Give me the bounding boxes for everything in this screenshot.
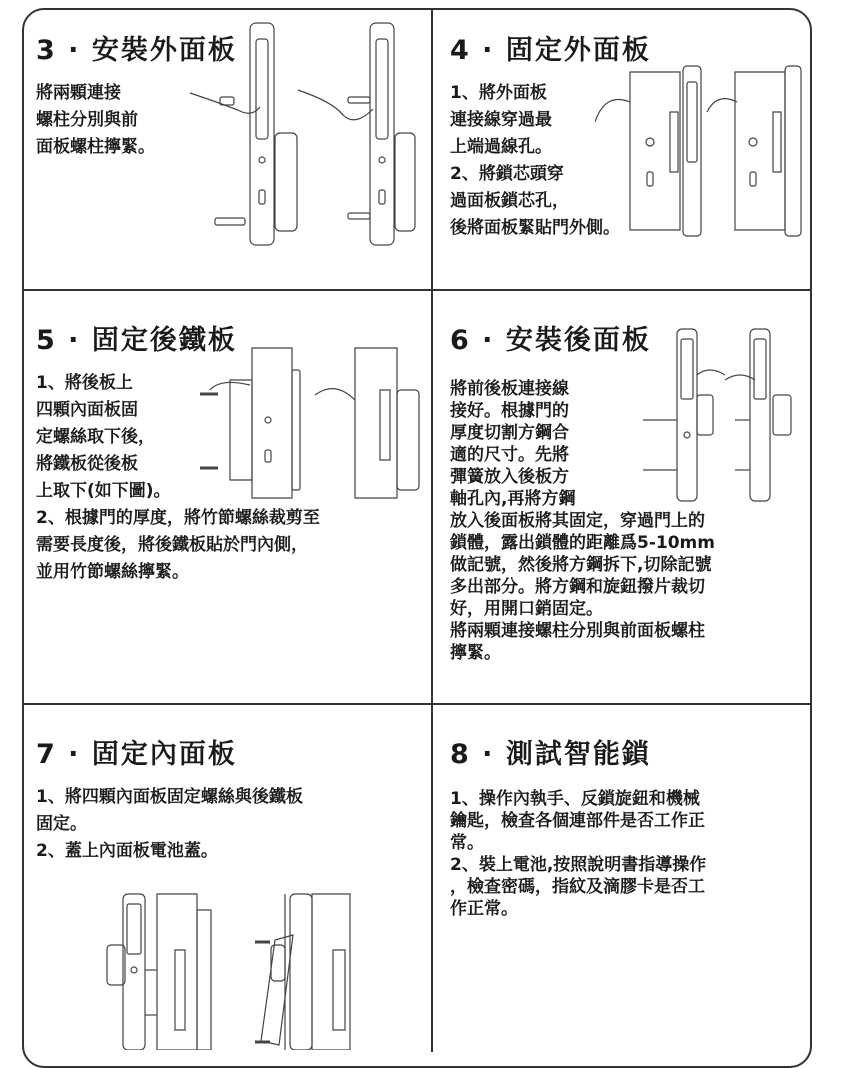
text-line: 鑰匙，檢查各個連部件是否工作正: [450, 811, 705, 831]
text-line: 將前後板連接線: [450, 379, 569, 399]
section-3-text: [36, 80, 155, 161]
text-line: 做記號，然後將方鋼拆下,切除記號: [450, 555, 712, 575]
row-divider-2: [22, 703, 812, 705]
text-line: 定螺絲取下後，: [36, 427, 155, 447]
rear-panel-install-illustration: [635, 325, 805, 510]
text-line: 螺柱分別與前: [36, 110, 138, 130]
section-7-text: [36, 784, 303, 865]
text-line: 2、將鎖芯頭穿: [450, 164, 564, 184]
text-line: 多出部分。將方鋼和旋鈕撥片裁切: [450, 577, 705, 597]
text-line: 將兩顆連接: [36, 83, 121, 103]
text-line: 連接線穿過最: [450, 110, 552, 130]
text-line: 需要長度後，將後鐵板貼於門內側，: [36, 535, 308, 555]
section-4-title: 4 · 固定外面板: [450, 35, 651, 66]
text-line: 固定。: [36, 814, 87, 834]
text-line: 擰緊。: [450, 643, 501, 663]
row-divider-1: [22, 289, 812, 291]
text-line: 常。: [450, 833, 484, 853]
text-line: 2、蓋上內面板電池蓋。: [36, 841, 218, 861]
text-line: 好，用開口銷固定。: [450, 599, 603, 619]
section-3-title: 3 · 安裝外面板: [36, 35, 237, 66]
text-line: 作正常。: [450, 899, 518, 919]
section-7-title: 7 · 固定內面板: [36, 739, 237, 770]
text-line: 厚度切割方鋼合: [450, 423, 569, 443]
text-line: 適的尺寸。先將: [450, 445, 569, 465]
inner-panel-fix-illustration: [95, 890, 360, 1050]
text-line: ，檢查密碼，指紋及滴膠卡是否工: [450, 877, 705, 897]
text-line: 1、操作內執手、反鎖旋鈕和機械: [450, 789, 700, 809]
outer-panel-install-illustration: [180, 15, 420, 250]
text-line: 將兩顆連接螺柱分別與前面板螺柱: [450, 621, 705, 641]
text-line: 上端過線孔。: [450, 137, 552, 157]
text-line: 上取下(如下圖)。: [36, 481, 171, 501]
text-line: 後將面板緊貼門外側。: [450, 218, 620, 238]
section-8-text: [450, 788, 706, 920]
text-line: 過面板鎖芯孔，: [450, 191, 569, 211]
section-6-title: 6 · 安裝後面板: [450, 325, 651, 356]
text-line: 彈簧放入後板方: [450, 467, 569, 487]
text-line: 2、根據門的厚度，將竹節螺絲裁剪至: [36, 508, 320, 528]
text-line: 2、裝上電池,按照說明書指導操作: [450, 855, 707, 875]
rear-iron-plate-illustration: [200, 340, 425, 510]
text-line: 1、將後板上: [36, 373, 133, 393]
outer-panel-fix-illustration: [595, 62, 805, 237]
section-5-title: 5 · 固定後鐵板: [36, 325, 237, 356]
text-line: 鎖體，露出鎖體的距離爲5-10mm: [450, 533, 715, 553]
text-line: 四顆內面板固: [36, 400, 138, 420]
section-8-title: 8 · 測試智能鎖: [450, 739, 651, 770]
text-line: 1、將四顆內面板固定螺絲與後鐵板: [36, 787, 303, 807]
text-line: 1、將外面板: [450, 83, 547, 103]
text-line: 接好。根據門的: [450, 401, 569, 421]
text-line: 將鐵板從後板: [36, 454, 138, 474]
column-divider: [431, 8, 433, 1052]
text-line: 並用竹節螺絲擰緊。: [36, 562, 189, 582]
text-line: 面板螺柱擰緊。: [36, 137, 155, 157]
text-line: 軸孔內,再將方鋼: [450, 489, 576, 509]
text-line: 放入後面板將其固定，穿過門上的: [450, 511, 705, 531]
